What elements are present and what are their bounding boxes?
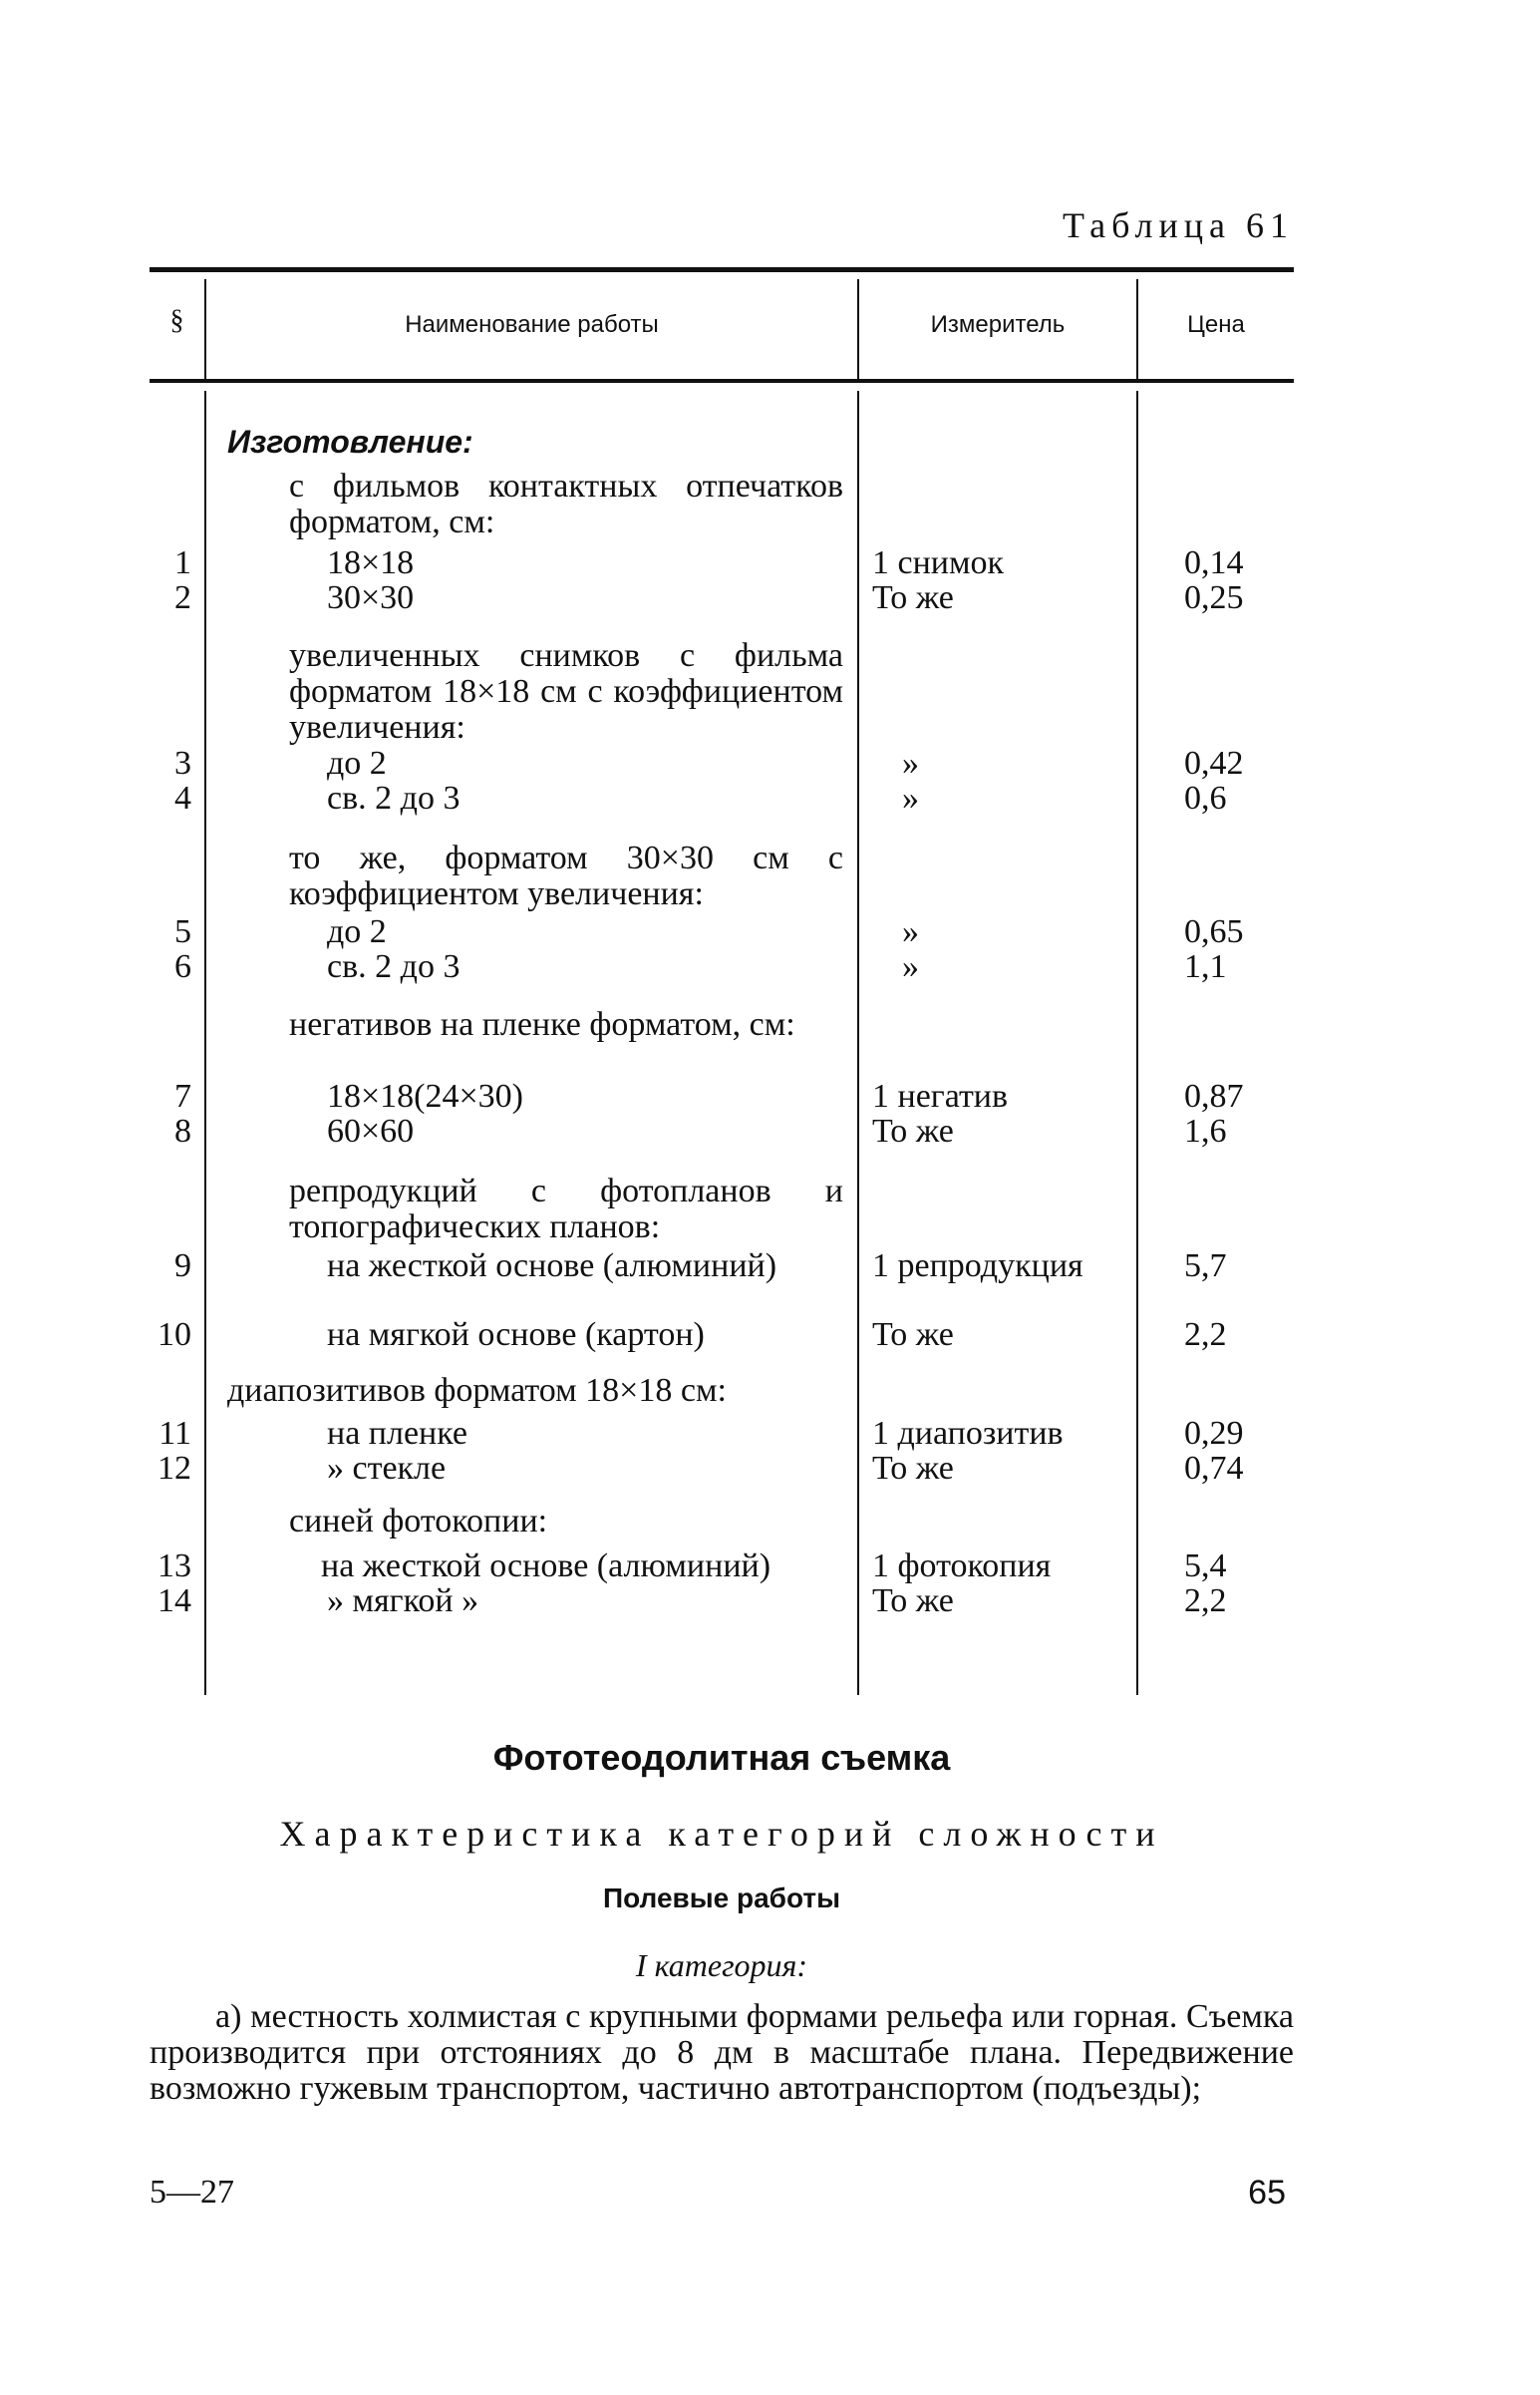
- row-name: св. 2 до 3: [327, 780, 461, 817]
- row-price: 5,7: [1184, 1247, 1227, 1284]
- row-number: 12: [157, 1450, 191, 1487]
- footer-signature: 5—27: [150, 2174, 234, 2211]
- row-name: репродукций с фотопланов и топографических планов:: [289, 1173, 843, 1245]
- row-price: 0,14: [1184, 544, 1244, 581]
- row-number: 14: [157, 1582, 191, 1619]
- row-price: 2,2: [1184, 1582, 1227, 1619]
- row-name: » стекле: [327, 1450, 447, 1487]
- row-number: 6: [174, 948, 191, 985]
- row-name: негативов на пленке форматом, см:: [289, 1006, 795, 1043]
- row-price: 0,6: [1184, 780, 1227, 817]
- row-number: 3: [174, 745, 191, 782]
- header-section: §: [169, 305, 184, 336]
- row-name: 18×18: [327, 544, 415, 581]
- row-price: 1,1: [1184, 948, 1227, 985]
- header-price: Цена: [1187, 311, 1245, 338]
- row-unit: То же: [872, 1582, 954, 1619]
- row-name: до 2: [327, 913, 387, 950]
- row-unit: 1 негатив: [872, 1078, 1009, 1115]
- row-price: 0,42: [1184, 745, 1244, 782]
- header-unit: Измеритель: [930, 311, 1066, 338]
- row-number: 4: [174, 780, 191, 817]
- row-number: 9: [174, 1247, 191, 1284]
- row-price: 0,29: [1184, 1415, 1244, 1452]
- row-price: 0,87: [1184, 1078, 1244, 1115]
- row-name: св. 2 до 3: [327, 948, 461, 985]
- row-unit: 1 диапозитив: [872, 1415, 1064, 1452]
- row-number: 5: [174, 913, 191, 950]
- row-name: Изготовление:: [227, 424, 473, 460]
- row-name: увеличенных снимков с фильма форматом 18×18 см с коэффициентом увеличения:: [289, 637, 843, 746]
- row-name: диапозитивов форматом 18×18 см:: [227, 1372, 727, 1409]
- category-heading: I категория:: [635, 1947, 808, 1983]
- row-number: 11: [158, 1415, 191, 1452]
- row-number: 13: [157, 1547, 191, 1584]
- row-name: то же, форматом 30×30 см с коэффициентом увеличения:: [289, 840, 843, 912]
- header-bottom-rule: [150, 379, 1294, 383]
- row-unit: 1 репродукция: [872, 1247, 1083, 1284]
- header-name: Наименование работы: [405, 311, 659, 338]
- row-name: до 2: [327, 745, 387, 782]
- row-unit: То же: [872, 1113, 954, 1150]
- section-title: Фототеодолитная съемка: [492, 1737, 951, 1778]
- row-name: синей фотокопии:: [289, 1503, 548, 1540]
- row-price: 0,74: [1184, 1450, 1244, 1487]
- field-heading: Полевые работы: [603, 1882, 840, 1913]
- row-name: на жесткой основе (алюминий): [321, 1547, 771, 1584]
- row-number: 10: [157, 1316, 191, 1353]
- row-unit: То же: [872, 1450, 954, 1487]
- row-number: 7: [174, 1078, 191, 1115]
- row-unit: »: [902, 913, 919, 950]
- row-unit: »: [902, 745, 919, 782]
- row-unit: 1 фотокопия: [872, 1547, 1052, 1584]
- column-divider: [1136, 391, 1138, 1695]
- row-name: на жесткой основе (алюминий): [327, 1247, 777, 1284]
- page-number: 65: [1248, 2174, 1286, 2212]
- row-name: 18×18(24×30): [327, 1078, 523, 1115]
- row-number: 1: [174, 544, 191, 581]
- body-paragraph: а) местность холмистая с крупными формами рельефа или горная. Съемка производится при отстояниях до 8 дм в масштабе плана. Передвижение возможно гужевым транспортом, частично автотранспортом (подъезды);: [150, 1998, 1294, 2107]
- column-divider: [857, 391, 859, 1695]
- row-unit: То же: [872, 579, 954, 616]
- row-number: 8: [174, 1113, 191, 1150]
- row-price: 0,25: [1184, 579, 1244, 616]
- row-unit: »: [902, 948, 919, 985]
- row-name: на мягкой основе (картон): [327, 1316, 705, 1353]
- row-name: 60×60: [327, 1113, 415, 1150]
- row-name: на пленке: [327, 1415, 467, 1452]
- subtitle: Характеристика категорий сложности: [279, 1814, 1164, 1854]
- table-caption: Таблица 61: [1063, 205, 1294, 245]
- row-number: 2: [174, 579, 191, 616]
- row-name: 30×30: [327, 579, 415, 616]
- row-unit: 1 снимок: [872, 544, 1005, 581]
- row-price: 2,2: [1184, 1316, 1227, 1353]
- row-price: 1,6: [1184, 1113, 1227, 1150]
- row-price: 5,4: [1184, 1547, 1227, 1584]
- table-top-rule: [150, 267, 1294, 272]
- row-unit: »: [902, 780, 919, 817]
- row-price: 0,65: [1184, 913, 1244, 950]
- row-name: » мягкой »: [327, 1582, 479, 1619]
- column-divider: [204, 391, 206, 1695]
- row-unit: То же: [872, 1316, 954, 1353]
- row-name: с фильмов контактных отпечатков форматом, см:: [289, 468, 843, 540]
